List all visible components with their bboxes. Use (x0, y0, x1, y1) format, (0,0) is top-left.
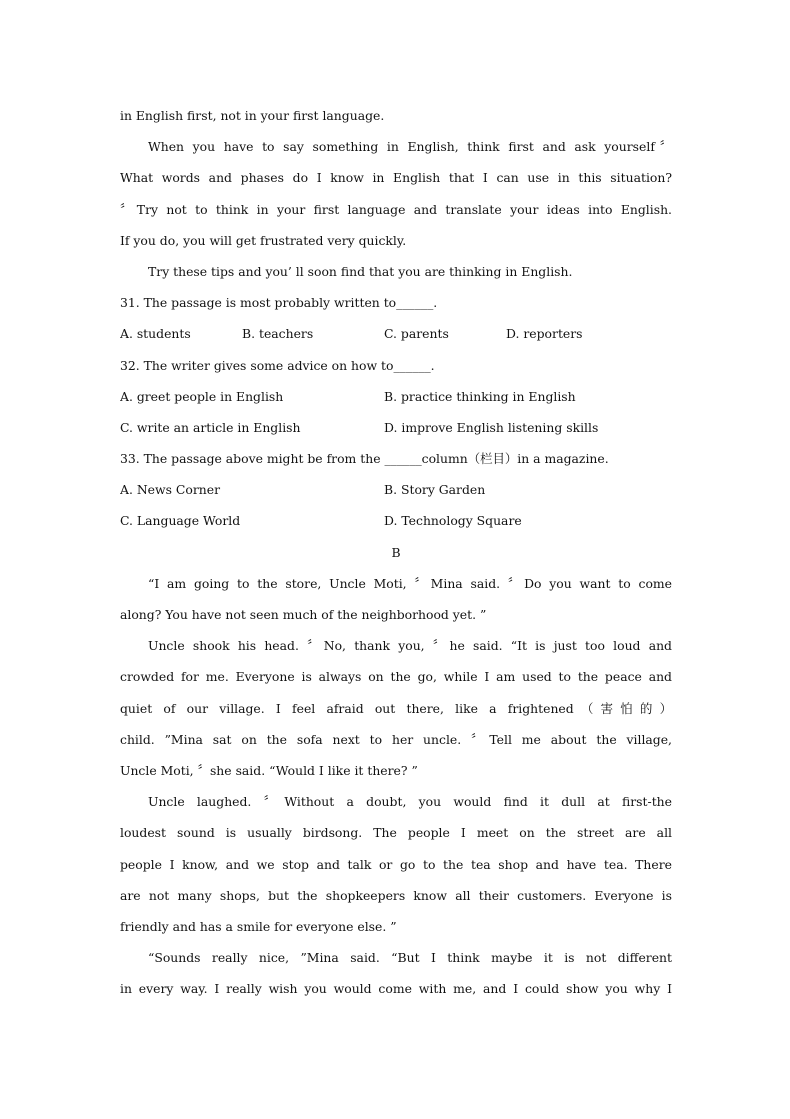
option-a: A. students (120, 326, 191, 342)
text-line: child. ”Mina sat on the sofa next to her uncle. 〞Tell me about the village, (120, 731, 672, 747)
text-line: loudest sound is usually birdsong. The people I meet on the street are all (120, 825, 672, 841)
option-b: B. teachers (242, 326, 314, 342)
option-d: D. reporters (506, 326, 583, 342)
question-options (120, 412, 672, 443)
question-stem: 32. The writer gives some advice on how to______. (120, 357, 435, 373)
option-b: B. Story Garden (384, 482, 486, 498)
question-options (120, 318, 672, 349)
question-options (120, 505, 672, 536)
text-line: in every way. I really wish you would come with me, and I could show you why I (120, 981, 672, 997)
text-line: friendly and has a smile for everyone else. ” (120, 918, 397, 934)
option-c: C. write an article in English (120, 419, 301, 435)
text-line: along? You have not seen much of the neighborhood yet. ” (120, 607, 487, 622)
text-line: If you do, you will get frustrated very quickly. (120, 232, 407, 248)
text-line: What words and phases do I know in English that I can use in this situation? (120, 170, 672, 186)
text-line: are not many shops, but the shopkeepers know all their customers. Everyone is (120, 887, 672, 903)
section-heading: B (391, 544, 401, 560)
question-33 (120, 443, 672, 537)
question-stem: 31. The passage is most probably written to______. (120, 295, 438, 311)
text-line: in English first, not in your first language. (120, 108, 385, 123)
option-b: B. practice thinking in English (384, 388, 576, 404)
option-d: D. improve English listening skills (384, 419, 599, 435)
document-page (120, 100, 672, 1004)
passage-b (120, 568, 672, 1005)
text-line: When you have to say something in English, think first and ask yourself〞 (148, 139, 672, 155)
text-line: Uncle shook his head. 〞No, thank you, 〞he said. “It is just too loud and (148, 638, 672, 654)
text-line: Try these tips and you’ ll soon find that you are thinking in English. (148, 263, 573, 279)
text-line: crowded for me. Everyone is always on the go, while I am used to the peace and (120, 669, 672, 685)
passage-a-ending (120, 100, 672, 287)
option-a: A. greet people in English (120, 388, 284, 404)
question-32 (120, 350, 672, 444)
option-c: C. Language World (120, 513, 241, 529)
text-line: quiet of our village. I feel afraid out there, like a frightened（害怕的） (120, 700, 672, 716)
text-line: people I know, and we stop and talk or go to the tea shop and have tea. There (120, 856, 672, 872)
text-line: Uncle laughed. 〞Without a doubt, you would find it dull at first-the (148, 794, 672, 810)
text-line: “Sounds really nice, ”Mina said. “But I think maybe it is not different (148, 950, 672, 966)
option-d: D. Technology Square (384, 513, 522, 529)
option-a: A. News Corner (120, 482, 221, 498)
text-line: “I am going to the store, Uncle Moti, 〞Mina said. 〞Do you want to come (148, 575, 672, 591)
question-31 (120, 287, 672, 349)
question-options (120, 474, 672, 505)
question-options (120, 381, 672, 412)
option-c: C. parents (384, 326, 449, 342)
text-line: Uncle Moti, 〞she said. “Would I like it there? ” (120, 762, 418, 778)
question-stem: 33. The passage above might be from the ______column（栏目）in a magazine. (120, 451, 609, 467)
text-line: 〞Try not to think in your first language and translate your ideas into English. (120, 201, 672, 217)
